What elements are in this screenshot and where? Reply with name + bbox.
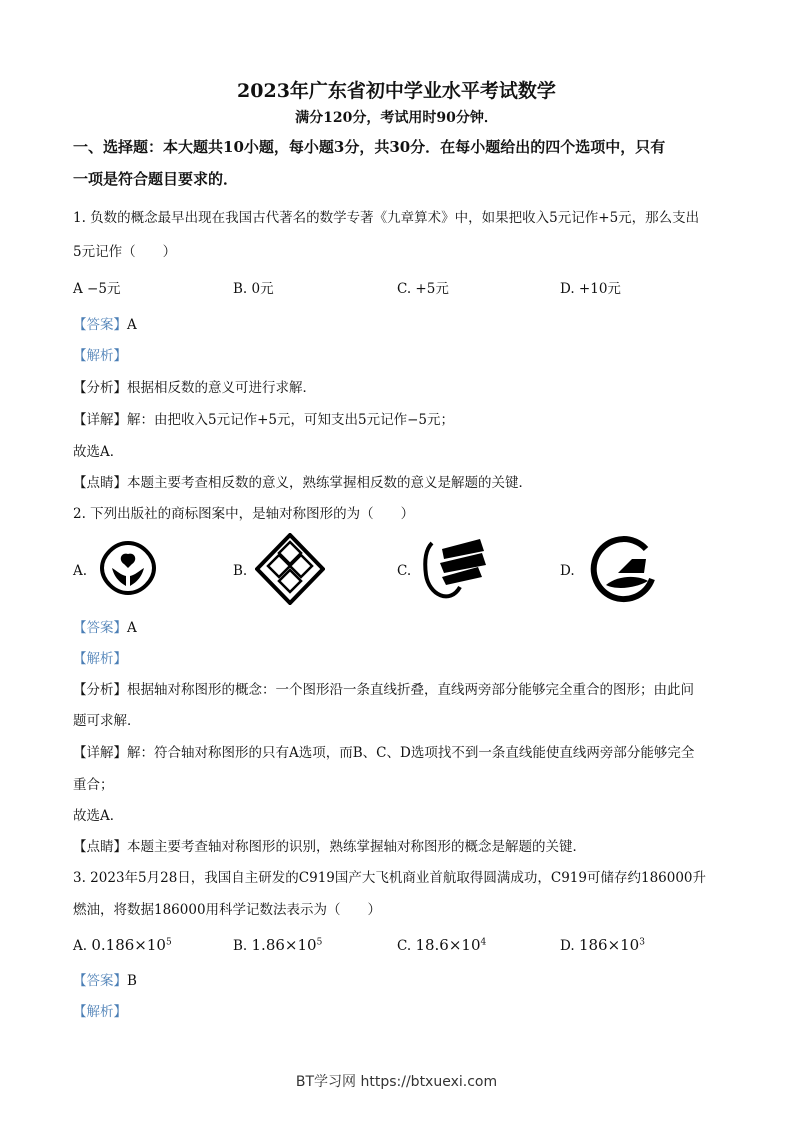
logo-b-icon (255, 533, 325, 605)
note-line (73, 474, 532, 492)
option-a: A. (73, 563, 88, 579)
question-2-stem: 2. 下列出版社的商标图案中，是轴对称图形的为（ ） (73, 506, 415, 522)
fenxi-text: 根据相反数的意义可进行求解． (127, 380, 316, 396)
logo-a-icon (97, 540, 159, 596)
footer-watermark: BT学习网 https://btxuexi.com (295, 1074, 498, 1090)
fenxi-text: 根据轴对称图形的概念：一个图形沿一条直线折叠，直线两旁部分能够完全重合的图形；由此问 (127, 682, 694, 698)
detail-line (73, 411, 454, 429)
note-line (73, 838, 586, 856)
answer-line (73, 316, 137, 334)
section-heading: 一、选择题：本大题共10小题，每小题3分，共30分．在每小题给出的四个选项中，只有 (73, 138, 666, 156)
answer-tag: 【答案】 (73, 317, 127, 333)
option-d: D. +10元 (560, 281, 621, 297)
question-3-stem: 燃油，将数据186000用科学记数法表示为（ ） (73, 902, 382, 918)
page-title: 2023年广东省初中学业水平考试数学 (237, 80, 556, 102)
answer-value: B (127, 973, 137, 989)
choose-line: 故选A． (73, 444, 124, 460)
logo-c-icon (420, 535, 490, 605)
detail-tag: 【详解】 (73, 745, 127, 761)
option-b: B. (233, 563, 248, 579)
fenxi-line (73, 681, 694, 699)
page-subtitle: 满分120分，考试用时90分钟． (295, 110, 498, 126)
answer-value: A (127, 317, 137, 333)
analysis-tag: 【解析】 (73, 651, 127, 667)
option-c: C. (397, 563, 412, 579)
logo-d-icon (588, 535, 660, 607)
answer-line (73, 972, 137, 990)
note-tag: 【点睛】 (73, 475, 127, 491)
section-heading: 一项是符合题目要求的． (73, 170, 239, 188)
detail-line (73, 744, 694, 762)
analysis-tag: 【解析】 (73, 1004, 127, 1020)
note-text: 本题主要考查相反数的意义，熟练掌握相反数的意义是解题的关键． (127, 475, 532, 491)
detail-text: 重合； (73, 777, 114, 793)
answer-tag: 【答案】 (73, 973, 127, 989)
note-tag: 【点睛】 (73, 839, 127, 855)
note-text: 本题主要考查轴对称图形的识别，熟练掌握轴对称图形的概念是解题的关键． (127, 839, 586, 855)
question-3-stem: 3. 2023年5月28日，我国自主研发的C919国产大飞机商业首航取得圆满成功，C919可储存约186000升 (73, 870, 707, 886)
choose-line: 故选A． (73, 808, 124, 824)
question-1-stem: 5元记作（ ） (73, 244, 177, 260)
detail-tag: 【详解】 (73, 412, 127, 428)
fenxi-line (73, 379, 316, 397)
question-1-stem: 1. 负数的概念最早出现在我国古代著名的数学专著《九章算术》中，如果把收入5元记作+5元，那么支出 (73, 210, 700, 226)
analysis-tag: 【解析】 (73, 348, 127, 364)
answer-line (73, 619, 137, 637)
fenxi-text: 题可求解． (73, 713, 141, 729)
option-b: B. 0元 (233, 281, 274, 297)
option-a: A −5元 (73, 281, 121, 297)
detail-text: 解：符合轴对称图形的只有A选项，而B、C、D选项找不到一条直线能使直线两旁部分能够完全 (127, 745, 695, 761)
option-d: D. (560, 563, 575, 579)
fenxi-tag: 【分析】 (73, 682, 127, 698)
fenxi-tag: 【分析】 (73, 380, 127, 396)
option-a: A. $0.186\times 10^5$ (73, 936, 172, 954)
detail-text: 解：由把收入5元记作+5元，可知支出5元记作−5元； (127, 412, 454, 428)
answer-tag: 【答案】 (73, 620, 127, 636)
option-c: C. $18.6\times 10^4$ (397, 936, 487, 954)
option-b: B. $1.86\times 10^5$ (233, 936, 323, 954)
answer-value: A (127, 620, 137, 636)
option-d: D. $186\times 10^3$ (560, 936, 645, 954)
option-c: C. +5元 (397, 281, 449, 297)
